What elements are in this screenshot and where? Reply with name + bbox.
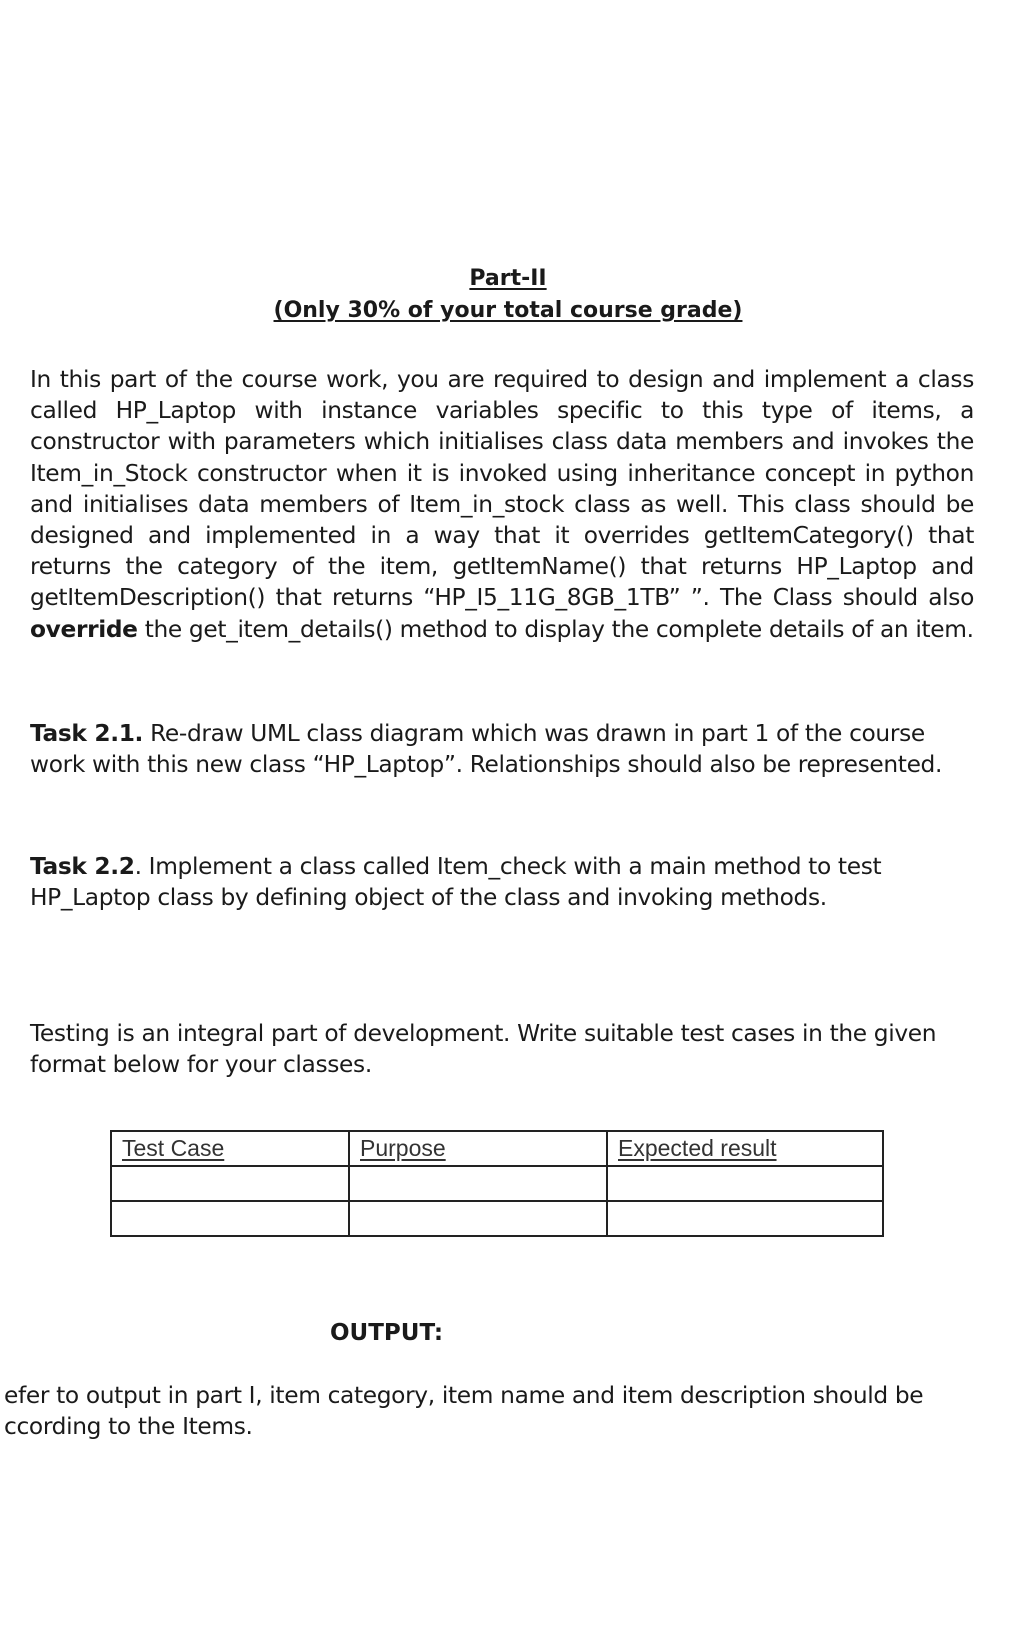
table-cell <box>111 1201 349 1236</box>
table-cell <box>349 1166 607 1201</box>
header-test-case: Test Case <box>111 1131 349 1166</box>
intro-paragraph <box>30 364 974 645</box>
table-cell <box>111 1166 349 1201</box>
table-row <box>111 1166 883 1201</box>
table-cell <box>607 1201 883 1236</box>
test-case-table <box>110 1130 884 1237</box>
task-2-2-text: . Implement a class called Item_check with a main method to test HP_Laptop class by defining object of the class and invoking methods. <box>30 853 882 912</box>
output-label: OUTPUT: <box>330 1320 444 1346</box>
intro-bold-word: override <box>30 615 138 643</box>
task-2-1-paragraph <box>30 718 974 780</box>
section-subtitle: (Only 30% of your total course grade) <box>273 298 743 323</box>
table-cell <box>349 1201 607 1236</box>
table-row <box>111 1201 883 1236</box>
header-purpose: Purpose <box>349 1131 607 1166</box>
table-cell <box>607 1166 883 1201</box>
intro-text-start: In this part of the course work, you are required to design and implement a class called HP_Laptop with instance variables specific to this type of items, a constructor with parameters which initialises class data members and invokes the Item_in_Stock constructor when it is invoked using inheritance concept in python and initialises data members of Item_in_stock class as well. This class should be designed and implemented in a way that it overrides getItemCategory() that returns the category of the item, getItemName() that returns HP_Laptop and getItemDescription() that returns “HP_I5_11G_8GB_1TB” ”. The Class should also <box>30 366 974 612</box>
output-text: efer to output in part I, item category, item name and item description should be ccording to the Items. <box>4 1382 924 1441</box>
intro-text-end: the get_item_details() method to display the complete details of an item. <box>137 615 974 643</box>
task-2-1-label: Task 2.1. <box>30 720 144 747</box>
table-header-row <box>111 1131 883 1166</box>
testing-paragraph: Testing is an integral part of development. Write suitable test cases in the given format below for your classes. <box>30 1020 937 1079</box>
section-title: Part-II <box>469 266 547 291</box>
task-2-2-paragraph <box>30 851 974 913</box>
task-2-2-label: Task 2.2 <box>30 853 135 880</box>
task-2-1-text: Re-draw UML class diagram which was drawn in part 1 of the course work with this new class “HP_Laptop”. Relationships should also be represented. <box>30 720 943 779</box>
header-expected-result: Expected result <box>607 1131 883 1166</box>
